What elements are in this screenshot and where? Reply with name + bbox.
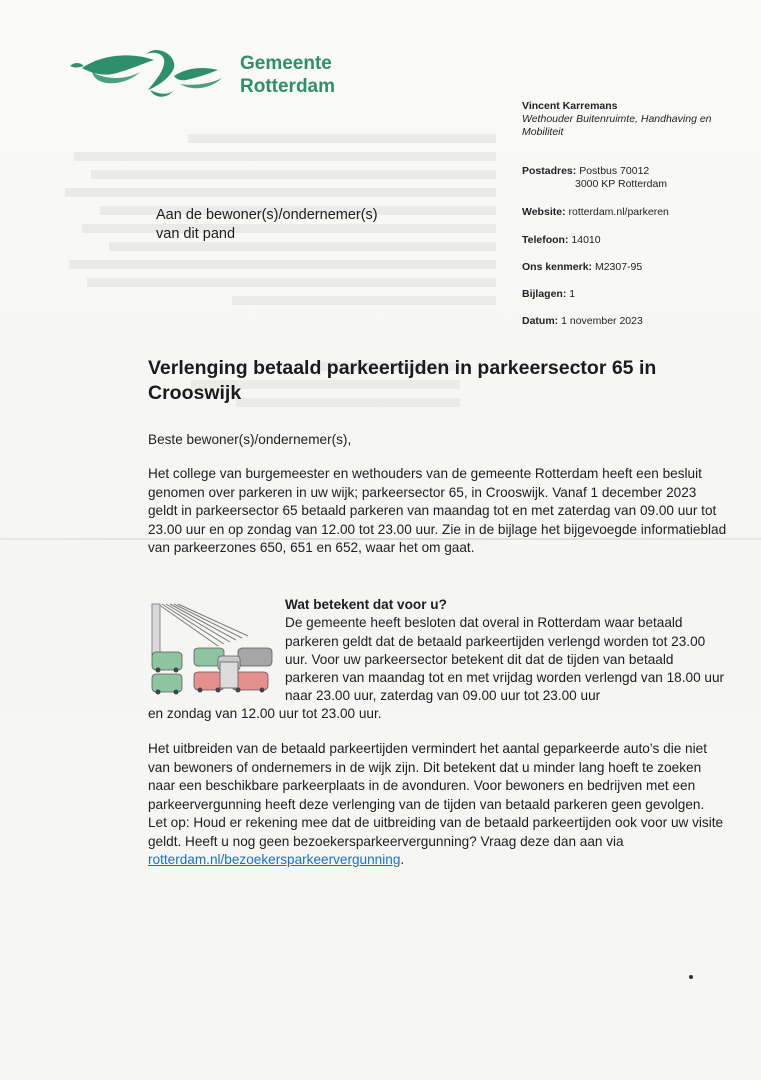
letter-title: Verlenging betaald parkeertijden in parkeersector 65 in Crooswijk xyxy=(148,357,657,404)
postadres-line-1: Postbus 70012 xyxy=(579,165,650,177)
link-suffix: . xyxy=(400,852,405,867)
kenmerk-value: M2307-95 xyxy=(594,261,643,273)
paragraph-3: Het uitbreiden van de betaald parkeertijden vermindert het aantal geparkeerde auto’s die niet van bewoners of ondernemers in de wijk zijn. Dit betekent dat u minder lang hoeft te zoeken naar een beschikbare parkeerplaats in de avonduren. Voor bewoners en bedrijven met een parkeervergunning heeft deze verlenging van de tijden van betaald parkeren geen gevolgen. xyxy=(148,741,707,812)
salutation: Beste bewoner(s)/ondernemer(s), xyxy=(148,432,352,447)
section-what-it-means xyxy=(285,596,725,706)
paragraph-3-block xyxy=(148,740,728,870)
recipient-line-2: van dit pand xyxy=(156,226,236,242)
datum-row xyxy=(522,315,742,328)
bezoekersvergunning-link[interactable]: rotterdam.nl/bezoekersparkeervergunning xyxy=(148,852,401,867)
sender-role: Wethouder Buitenruimte, Handhaving en Mobiliteit xyxy=(522,113,712,138)
paragraph-4-text: Let op: Houd er rekening mee dat de uitbreiding van de betaald parkeertijden ook voor uw visite geldt. Heeft u nog geen bezoekersparkeervergunning? Vraag deze dan aan via xyxy=(148,815,724,849)
ink-speck xyxy=(689,975,693,979)
paragraph-4 xyxy=(148,814,728,870)
logo-line-1: Gemeente xyxy=(240,53,332,74)
postadres-label: Postadres: xyxy=(522,165,577,177)
postadres-line-2: 3000 KP Rotterdam xyxy=(575,178,668,190)
kenmerk-label: Ons kenmerk: xyxy=(522,261,593,273)
telefoon-label: Telefoon: xyxy=(522,234,569,246)
bijlagen-label: Bijlagen: xyxy=(522,288,567,300)
datum-label: Datum: xyxy=(522,315,559,327)
section-heading: Wat betekent dat voor u? xyxy=(285,597,447,612)
rotterdam-logo-icon xyxy=(62,46,232,106)
parking-cars-bridge-illustration-icon xyxy=(148,600,276,700)
recipient-line-1: Aan de bewoner(s)/ondernemer(s) xyxy=(156,207,378,223)
website-label: Website: xyxy=(522,206,566,218)
website-row xyxy=(522,206,742,219)
sender-name: Vincent Karremans xyxy=(522,100,618,112)
postadres-row xyxy=(522,165,742,191)
datum-value: 1 november 2023 xyxy=(561,315,643,327)
paragraph-1: Het college van burgemeester en wethouders van de gemeente Rotterdam heeft een besluit genomen over parkeren in uw wijk; parkeersector 65, in Crooswijk. Vanaf 1 december 2023 geldt in parkeersector 65 betaald parkeren van maandag tot en met zaterdag van 09.00 uur tot 23.00 uur en op zondag van 12.00 tot 23.00 uur. Zie in de bijlage het bijgevoegde informatieblad van parkeerzones 650, 651 en 652, waar het om gaat. xyxy=(148,466,727,555)
recipient-address xyxy=(156,206,378,244)
section-text-tail: en zondag van 12.00 uur tot 23.00 uur. xyxy=(148,706,382,721)
bijlagen-row xyxy=(522,288,742,301)
sender-details xyxy=(522,100,742,328)
telefoon-value: 14010 xyxy=(571,234,601,246)
telefoon-row xyxy=(522,234,742,247)
website-value[interactable]: rotterdam.nl/parkeren xyxy=(568,206,669,218)
section-text: De gemeente heeft besloten dat overal in Rotterdam waar betaald parkeren geldt dat de betaald parkeertijden verlengd worden tot 23.00 uur. Voor uw parkeersector betekent dit dat de tijden van betaald parkeren van maandag tot en met vrijdag worden verlengd van 18.00 uur naar 23.00 uur, zaterdag van 09.00 uur tot 23.00 uur xyxy=(285,615,725,704)
logo-wordmark xyxy=(240,52,335,98)
bijlagen-value: 1 xyxy=(569,288,576,300)
logo-line-2: Rotterdam xyxy=(240,76,336,97)
kenmerk-row xyxy=(522,261,742,274)
